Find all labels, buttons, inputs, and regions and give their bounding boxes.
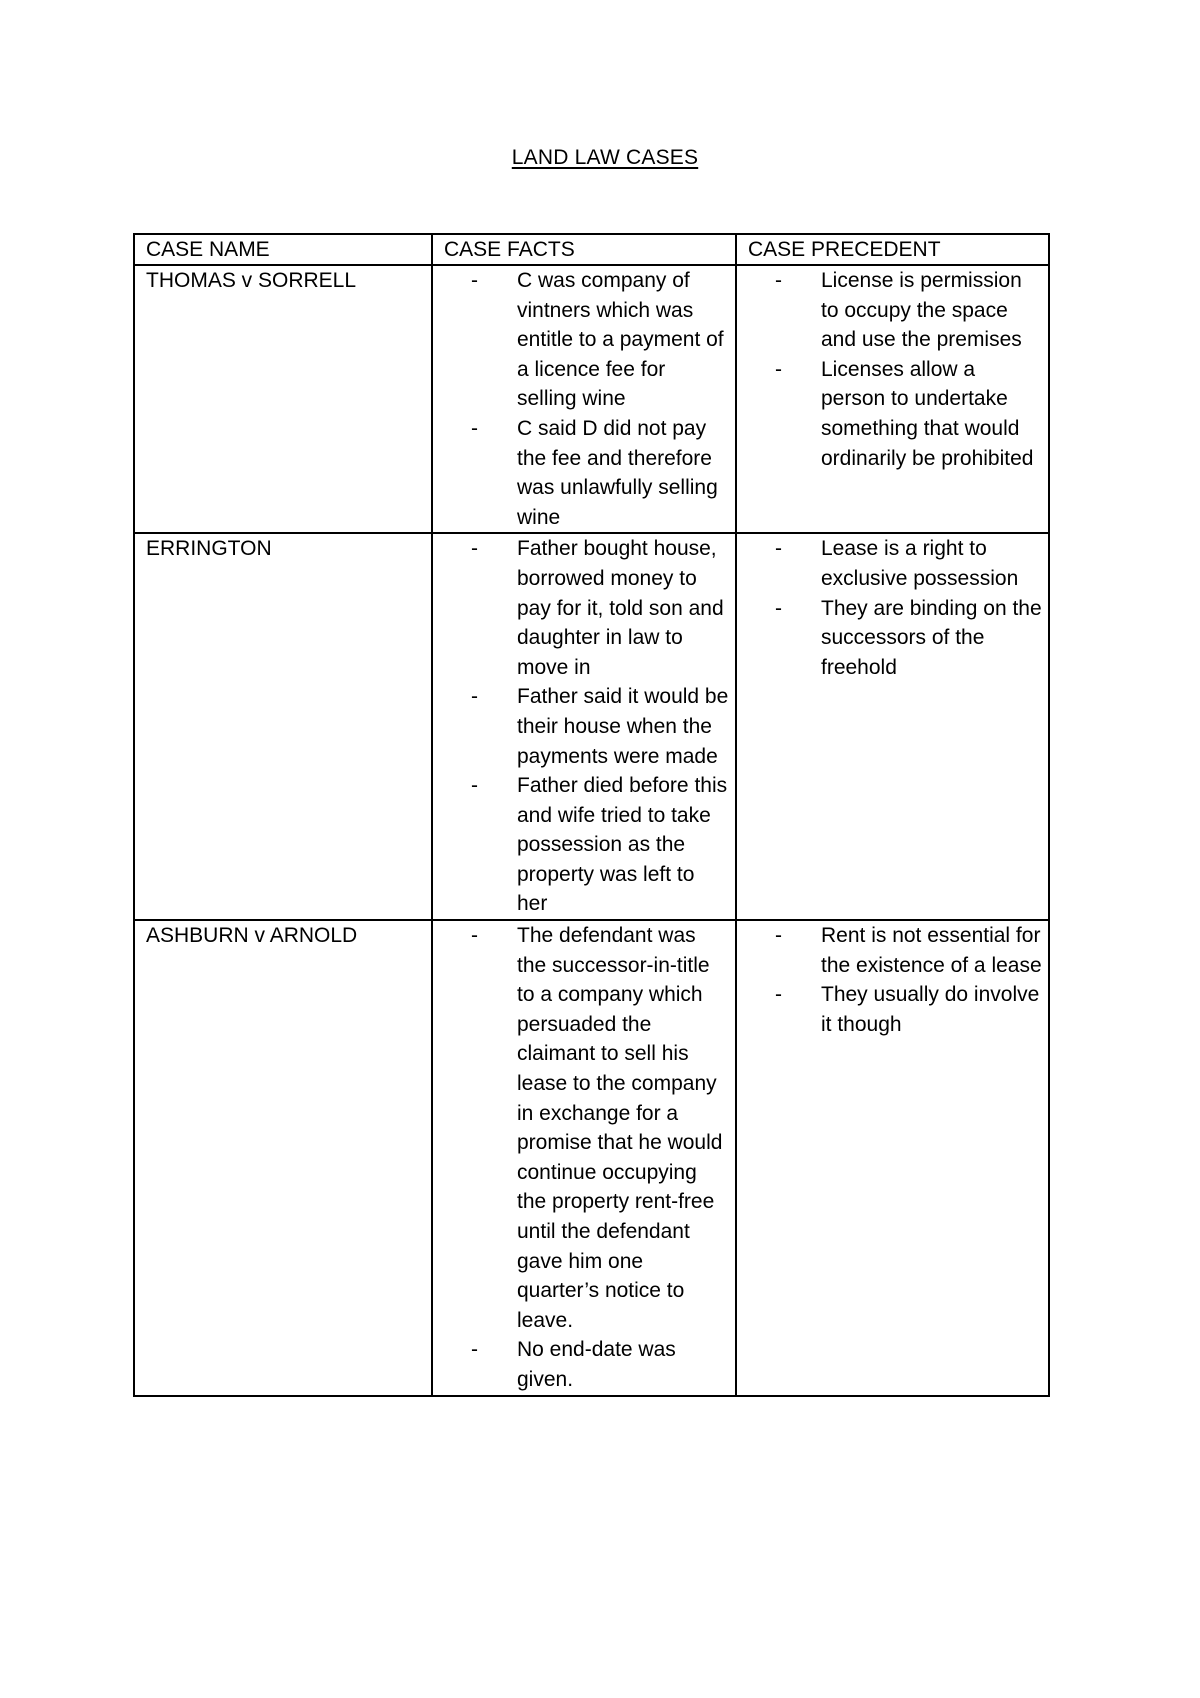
table-row	[134, 265, 1049, 533]
list-item: - Licenses allow a person to undertake something that would ordinarily be prohibited	[821, 355, 1042, 473]
list-item: - The defendant was the successor-in-title to a company which persuaded the claimant to sell his lease to the company in exchange for a promise that he would continue occupying the property rent-free until the defendant gave him one quarter’s notice to leave.	[517, 921, 729, 1335]
case-facts-cell	[432, 265, 736, 533]
case-precedent-cell	[736, 920, 1049, 1396]
list-item: - They usually do involve it though	[821, 980, 1042, 1039]
list-item: - License is permission to occupy the space and use the premises	[821, 266, 1042, 355]
list-item: - Lease is a right to exclusive possession	[821, 534, 1042, 593]
list-item: - C said D did not pay the fee and therefore was unlawfully selling wine	[517, 414, 729, 532]
precedent-list	[748, 534, 1042, 682]
case-name-cell: ERRINGTON	[134, 533, 432, 920]
list-item: - Father died before this and wife tried to take possession as the property was left to her	[517, 771, 729, 919]
case-precedent-cell	[736, 265, 1049, 533]
list-item: - Father said it would be their house when the payments were made	[517, 682, 729, 771]
header-case-name: CASE NAME	[134, 234, 432, 265]
case-precedent-cell	[736, 533, 1049, 920]
case-facts-cell	[432, 533, 736, 920]
page-title: LAND LAW CASES	[511, 146, 699, 169]
table-row	[134, 533, 1049, 920]
facts-list	[444, 266, 729, 532]
list-item: - C was company of vintners which was entitle to a payment of a licence fee for selling wine	[517, 266, 729, 414]
precedent-list	[748, 921, 1042, 1039]
case-name-cell: ASHBURN v ARNOLD	[134, 920, 432, 1396]
header-case-precedent: CASE PRECEDENT	[736, 234, 1049, 265]
list-item: - Rent is not essential for the existence of a lease	[821, 921, 1042, 980]
list-item: - Father bought house, borrowed money to pay for it, told son and daughter in law to move in	[517, 534, 729, 682]
case-facts-cell	[432, 920, 736, 1396]
precedent-list	[748, 266, 1042, 473]
facts-list	[444, 921, 729, 1395]
list-item: - They are binding on the successors of the freehold	[821, 594, 1042, 683]
table-header-row	[134, 234, 1049, 265]
cases-table	[133, 233, 1050, 1397]
list-item: - No end-date was given.	[517, 1335, 729, 1394]
facts-list	[444, 534, 729, 919]
header-case-facts: CASE FACTS	[432, 234, 736, 265]
case-name-cell: THOMAS v SORRELL	[134, 265, 432, 533]
table-row	[134, 920, 1049, 1396]
